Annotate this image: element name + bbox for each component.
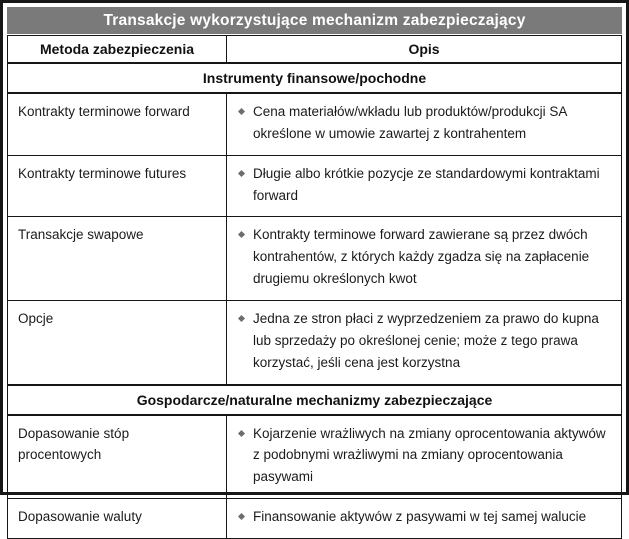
table-body bbox=[8, 63, 622, 539]
description-text: Długie albo krótkie pozycje ze standardowymi kontraktami forward bbox=[253, 163, 611, 207]
method-cell: Opcje bbox=[8, 301, 227, 385]
description-cell bbox=[227, 301, 622, 385]
description-cell bbox=[227, 499, 622, 539]
description-text: Kontrakty terminowe forward zawierane są przez dwóch kontrahentów, z których każdy zgadza się na zapłacenie drugiemu określonych kwot bbox=[253, 224, 611, 290]
diamond-bullet-icon bbox=[238, 231, 245, 238]
method-cell: Dopasowanie stóp procentowych bbox=[8, 415, 227, 499]
table-row bbox=[8, 217, 622, 301]
diamond-bullet-icon bbox=[238, 513, 245, 520]
diamond-bullet-icon bbox=[238, 430, 245, 437]
method-cell: Transakcje swapowe bbox=[8, 217, 227, 301]
section-header: Gospodarcze/naturalne mechanizmy zabezpieczające bbox=[8, 385, 622, 415]
description-cell bbox=[227, 217, 622, 301]
method-cell: Kontrakty terminowe forward bbox=[8, 93, 227, 155]
description-wrap bbox=[239, 163, 611, 207]
description-wrap bbox=[239, 308, 611, 374]
header-row bbox=[8, 36, 622, 64]
table-row bbox=[8, 155, 622, 217]
table-row bbox=[8, 499, 622, 539]
table-row bbox=[8, 415, 622, 499]
description-text: Kojarzenie wrażliwych na zmiany oprocentowania aktywów z podobnymi wrażliwymi na zmiany oprocentowania pasywami bbox=[253, 423, 611, 489]
diamond-bullet-icon bbox=[238, 170, 245, 177]
description-text: Cena materiałów/wkładu lub produktów/produkcji SA określone w umowie zawartej z kontrahentem bbox=[253, 101, 611, 145]
section-header: Instrumenty finansowe/pochodne bbox=[8, 63, 622, 93]
description-wrap bbox=[239, 224, 611, 290]
method-cell: Kontrakty terminowe futures bbox=[8, 155, 227, 217]
table-row bbox=[8, 301, 622, 385]
description-text: Finansowanie aktywów z pasywami w tej samej walucie bbox=[253, 506, 586, 528]
column-header-metoda: Metoda zabezpieczenia bbox=[8, 36, 227, 64]
column-header-opis: Opis bbox=[227, 36, 622, 64]
diamond-bullet-icon bbox=[238, 315, 245, 322]
method-cell: Dopasowanie waluty bbox=[8, 499, 227, 539]
description-text: Jedna ze stron płaci z wyprzedzeniem za prawo do kupna lub sprzedaży po określonej cenie; może z tego prawa korzystać, jeśli cena jest korzystna bbox=[253, 308, 611, 374]
table-row bbox=[8, 93, 622, 155]
description-cell bbox=[227, 93, 622, 155]
description-wrap bbox=[239, 101, 611, 145]
hedging-table bbox=[7, 35, 622, 539]
description-cell bbox=[227, 415, 622, 499]
description-wrap bbox=[239, 423, 611, 489]
description-cell bbox=[227, 155, 622, 217]
section-row bbox=[8, 385, 622, 415]
section-row bbox=[8, 63, 622, 93]
description-wrap bbox=[239, 506, 611, 528]
diamond-bullet-icon bbox=[238, 108, 245, 115]
table-title: Transakcje wykorzystujące mechanizm zabezpieczający bbox=[7, 7, 622, 34]
